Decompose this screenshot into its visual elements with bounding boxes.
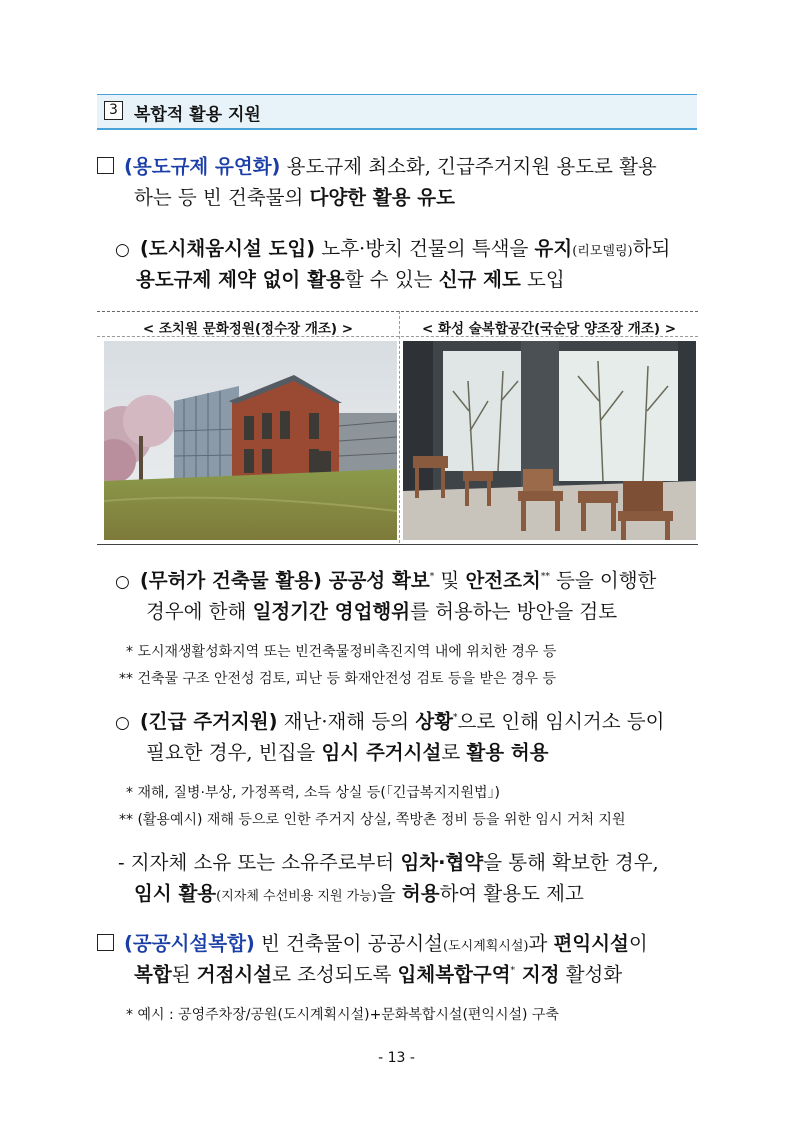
section-title: 복합적 활용 지원 — [134, 105, 261, 125]
paragraph-1-line-1 — [97, 155, 657, 179]
bullet-1-line-2: 용도규제 제약 없이 활용할 수 있는 신규 제도 도입 — [136, 268, 565, 291]
bullet-3-line-2: 필요한 경우, 빈집을 임시 주거시설로 활용 허용 — [146, 741, 549, 764]
footnote-3a: * 재해, 질병·부상, 가정폭력, 소득 상실 등(「긴급복지지원법」) — [126, 785, 500, 801]
checkbox-square-icon — [97, 934, 114, 951]
bullet-1-line-1: ○ (도시채움시설 도입) 노후·방치 건물의 특색을 유지(리모델링)하되 — [115, 237, 671, 260]
footnote-4: * 예시 : 공영주차장/공원(도시계획시설)+문화복합시설(편익시설) 구축 — [126, 1007, 559, 1023]
paragraph-2-line-2: 복합된 거점시설로 조성되도록 입체복합구역* 지정 활성화 — [134, 963, 623, 986]
bullet-2-line-1: ○ (무허가 건축물 활용) 공공성 확보* 및 안전조치** 등을 이행한 — [115, 569, 657, 592]
p1-tag: (용도규제 유연화) — [124, 155, 281, 178]
footnote-2b: ** 건축물 구조 안전성 검토, 피난 등 화재안전성 검토 등을 받은 경우 등 — [119, 671, 556, 687]
circle-bullet-icon: ○ — [115, 713, 130, 733]
dash-item-line-2: 임시 활용(지자체 수선비용 지원 가능)을 허용하여 활용도 제고 — [134, 882, 584, 905]
circle-bullet-icon: ○ — [115, 572, 130, 592]
right-photo — [403, 341, 696, 540]
paragraph-1-line-2: 하는 등 빈 건축물의 다양한 활용 유도 — [134, 186, 455, 209]
dash-item-line-1: - 지자체 소유 또는 소유주로부터 임차·협약을 통해 확보한 경우, — [118, 851, 659, 874]
checkbox-square-icon — [97, 157, 114, 174]
p1-text: 용도규제 최소화, 긴급주거지원 용도로 활용 — [280, 155, 657, 178]
left-photo-caption: < 조치원 문화정원(정수장 개조) > — [142, 321, 354, 337]
paragraph-2-line-1: (공공시설복합) 빈 건축물이 공공시설(도시계획시설)과 편익시설이 — [97, 932, 648, 959]
bullet-3-line-1: ○ (긴급 주거지원) 재난·재해 등의 상황*으로 인해 임시거소 등이 — [115, 710, 665, 733]
footnote-2a: * 도시재생활성화지역 또는 빈건축물정비촉진지역 내에 위치한 경우 등 — [126, 644, 557, 660]
left-photo — [104, 341, 397, 540]
section-number: 3 — [104, 101, 123, 120]
p1-emphasis: 다양한 활용 유도 — [309, 186, 455, 209]
page-number: - 13 - — [378, 1050, 415, 1066]
right-photo-caption: < 화성 술복합공간(국순당 양조장 개조) > — [421, 321, 677, 337]
circle-bullet-icon: ○ — [115, 240, 130, 260]
bullet-2-line-2: 경우에 한해 일정기간 영업행위를 허용하는 방안을 검토 — [146, 600, 618, 623]
footnote-3b: ** (활용예시) 재해 등으로 인한 주거지 상실, 쪽방촌 정비 등을 위한 임시 거처 지원 — [119, 812, 626, 828]
